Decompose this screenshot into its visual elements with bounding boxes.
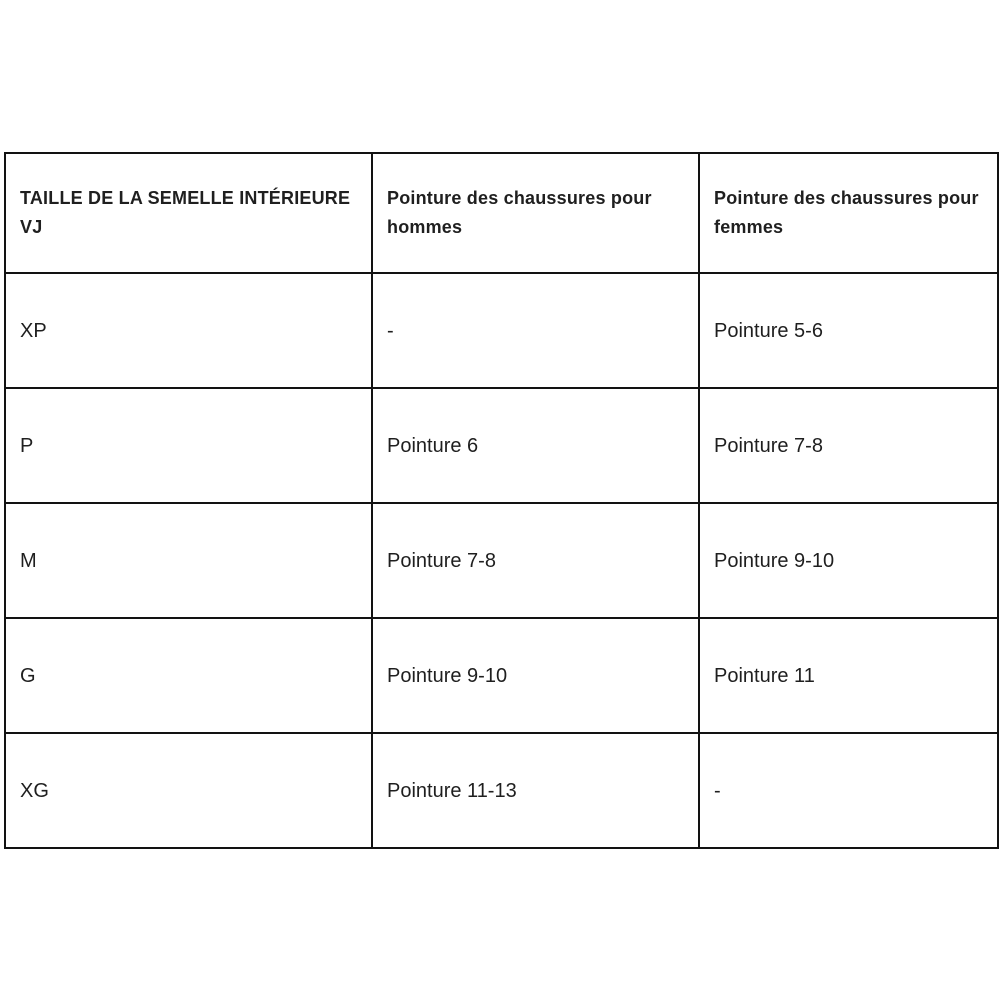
cell-size-label: M bbox=[5, 503, 372, 618]
table-header-row bbox=[5, 153, 998, 273]
size-chart-table bbox=[4, 152, 999, 849]
cell-size-label: XG bbox=[5, 733, 372, 848]
cell-size-label: G bbox=[5, 618, 372, 733]
cell-women-size: Pointure 5-6 bbox=[699, 273, 998, 388]
table-row-m bbox=[5, 503, 998, 618]
cell-size-label: XP bbox=[5, 273, 372, 388]
header-label-men-shoe-size: Pointure des chaussures pour hommes bbox=[387, 188, 652, 237]
cell-men-size: Pointure 6 bbox=[372, 388, 699, 503]
header-cell-insole-size bbox=[5, 153, 372, 273]
cell-men-size: Pointure 7-8 bbox=[372, 503, 699, 618]
header-cell-men-shoe-size bbox=[372, 153, 699, 273]
table-row-xg bbox=[5, 733, 998, 848]
cell-size-label: P bbox=[5, 388, 372, 503]
header-cell-women-shoe-size bbox=[699, 153, 998, 273]
table-row-xp bbox=[5, 273, 998, 388]
cell-women-size: Pointure 9-10 bbox=[699, 503, 998, 618]
cell-men-size: - bbox=[372, 273, 699, 388]
cell-women-size: Pointure 11 bbox=[699, 618, 998, 733]
header-label-women-shoe-size: Pointure des chaussures pour femmes bbox=[714, 188, 979, 237]
cell-women-size: Pointure 7-8 bbox=[699, 388, 998, 503]
cell-men-size: Pointure 11-13 bbox=[372, 733, 699, 848]
header-label-insole-size: TAILLE DE LA SEMELLE INTÉRIEURE VJ bbox=[20, 188, 351, 237]
cell-men-size: Pointure 9-10 bbox=[372, 618, 699, 733]
cell-women-size: - bbox=[699, 733, 998, 848]
table-row-p bbox=[5, 388, 998, 503]
table-row-g bbox=[5, 618, 998, 733]
